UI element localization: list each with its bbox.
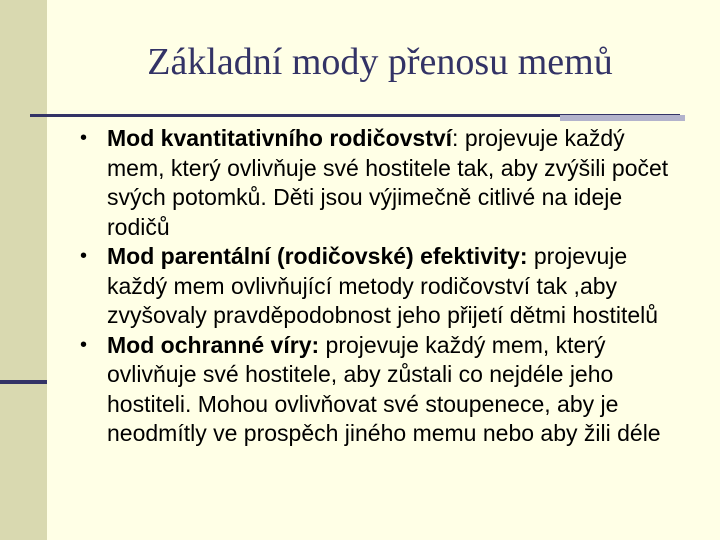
bullet-description: projevuje každý mem, který ovlivňuje své hostitele, aby zůstali co nejdéle jeho hostiteli. Mohou ovlivňovat své stoupenece, aby je neodmítly ve prospěch jiného memu nebo aby žili déle: [107, 331, 661, 446]
bullet-dot-icon: •: [80, 333, 88, 356]
bullet-dot-icon: •: [80, 127, 88, 149]
slide-title: Základní mody přenosu memů: [147, 41, 613, 83]
title-underline-accent: [560, 115, 685, 121]
bullet-item-protective-faith: [80, 331, 670, 449]
bullet-term: Mod parentální (rodičovské) efektivity:: [107, 243, 528, 269]
bullet-item-parental-efficiency: [80, 242, 670, 331]
side-band: [0, 0, 47, 540]
bullet-term: Mod ochranné víry:: [107, 331, 320, 358]
bullet-item-quantitative-parenting: [80, 124, 670, 242]
bullet-description: : projevuje každý mem, který ovlivňuje své hostitele tak, aby zvýšili počet svých potomků. Děti jsou výjimečně citlivé na ideje rodičů: [107, 125, 669, 240]
bullet-list: [80, 124, 670, 449]
bullet-term: Mod kvantitativního rodičovství: [107, 125, 453, 151]
side-accent-line: [0, 380, 47, 384]
bullet-description: projevuje každý mem ovlivňující metody rodičovství tak ,aby zvyšovaly pravděpodobnost jeho přijetí dětmi hostitelů: [107, 243, 659, 328]
bullet-dot-icon: •: [80, 245, 88, 267]
